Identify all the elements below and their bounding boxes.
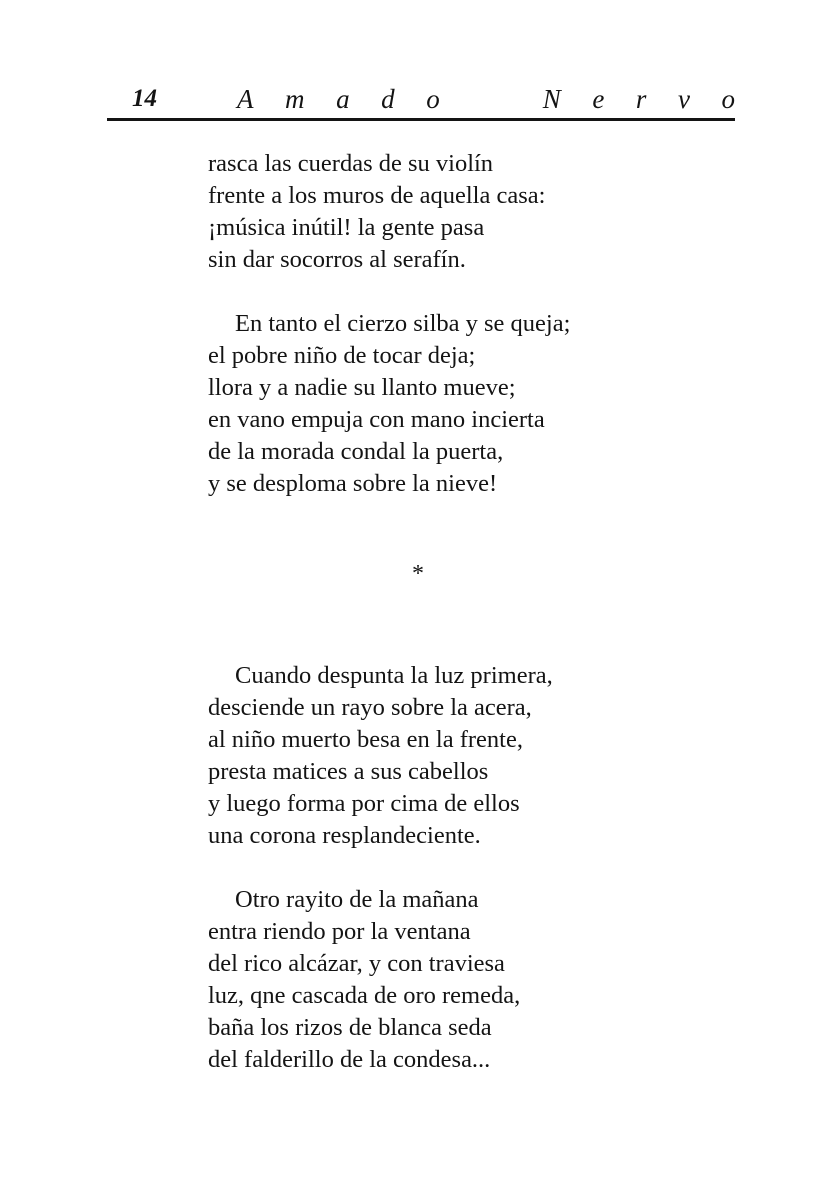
- verse-line: sin dar socorros al serafín.: [208, 246, 466, 273]
- verse-line: baña los rizos de blanca seda: [208, 1014, 492, 1041]
- running-title-letter: o: [426, 84, 440, 114]
- verse-line: el pobre niño de tocar deja;: [208, 342, 476, 369]
- page-number: 14: [132, 85, 157, 112]
- poem-body: [208, 148, 728, 1076]
- running-title-letter: d: [381, 84, 395, 114]
- running-title-letter: N: [542, 84, 561, 114]
- verse-line: luz, qne cascada de oro remeda,: [208, 982, 521, 1009]
- verse-line: de la morada condal la puerta,: [208, 438, 504, 465]
- page-header: [107, 84, 735, 118]
- verse-line: y se desploma sobre la nieve!: [208, 470, 498, 497]
- running-title-letter: v: [677, 84, 690, 114]
- verse-line: rasca las cuerdas de su violín: [208, 150, 494, 177]
- stanza: [208, 884, 728, 1076]
- verse-line: desciende un rayo sobre la acera,: [208, 694, 532, 721]
- stanza: [208, 148, 728, 276]
- running-title-letter: o: [721, 84, 735, 114]
- verse-line: una corona resplandeciente.: [208, 822, 481, 849]
- running-title: [237, 84, 735, 114]
- stanza: [208, 660, 728, 852]
- verse-line: entra riendo por la ventana: [208, 918, 471, 945]
- verse-line: y luego forma por cima de ellos: [208, 790, 520, 817]
- verse-line: en vano empuja con mano incierta: [208, 406, 545, 433]
- verse-line: frente a los muros de aquella casa:: [208, 182, 546, 209]
- verse-line: al niño muerto besa en la frente,: [208, 726, 523, 753]
- running-title-letter: a: [336, 84, 350, 114]
- verse-line: presta matices a sus cabellos: [208, 758, 489, 785]
- running-title-letter: A: [237, 84, 254, 114]
- verse-line: Otro rayito de la mañana: [235, 886, 479, 913]
- header-rule: [107, 118, 735, 121]
- running-title-letter: m: [285, 84, 305, 114]
- verse-line: En tanto el cierzo silba y se queja;: [235, 310, 571, 337]
- verse-line: ¡música inútil! la gente pasa: [208, 214, 485, 241]
- running-title-letter: e: [592, 84, 605, 114]
- section-separator-asterisk: *: [412, 561, 424, 587]
- running-title-word-gap: [471, 84, 511, 114]
- running-title-letter: r: [635, 84, 647, 114]
- verse-line: del rico alcázar, y con traviesa: [208, 950, 505, 977]
- verse-line: del falderillo de la condesa...: [208, 1046, 491, 1073]
- verse-line: Cuando despunta la luz primera,: [235, 662, 553, 689]
- stanza: [208, 308, 728, 500]
- verse-line: llora y a nadie su llanto mueve;: [208, 374, 516, 401]
